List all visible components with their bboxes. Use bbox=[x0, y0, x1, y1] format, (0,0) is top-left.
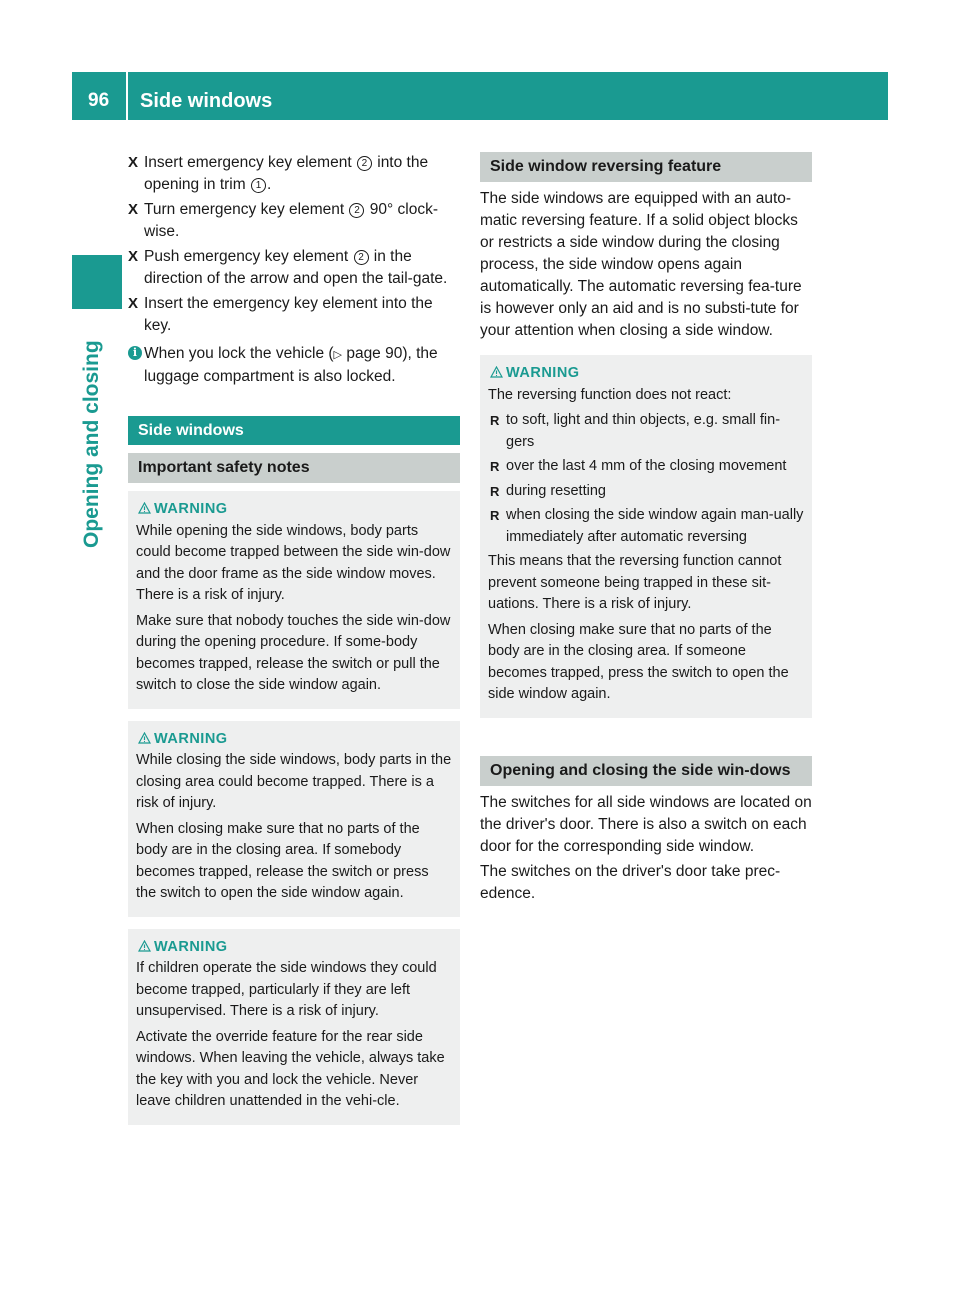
warning-text: While opening the side windows, body parts could become trapped between the side win-dow and the door frame as the side window moves. There is a risk of injury. bbox=[136, 522, 451, 603]
section-title: Side window reversing feature bbox=[480, 152, 812, 182]
info-note: i When you lock the vehicle (▷ page 90), the luggage compartment is also locked. bbox=[128, 343, 460, 388]
warning-heading: WARNING bbox=[136, 729, 452, 751]
warning-triangle-icon bbox=[138, 940, 151, 952]
warning-text: While closing the side windows, body parts in the closing area could become trapped. There is a risk of injury. bbox=[136, 752, 452, 811]
warning-text: When closing make sure that no parts of the body are in the closing area. If somebody becomes trapped, release the switch or press the switch to open the side window again. bbox=[136, 820, 429, 901]
header-title: Side windows bbox=[140, 90, 273, 112]
warning-text: Activate the override feature for the rear side windows. When leaving the vehicle, always take the key with you and lock the vehicle. Never leave children unattended in the vehi-cle. bbox=[136, 1028, 445, 1109]
section-title: Opening and closing the side win-dows bbox=[480, 756, 812, 786]
warning-text: When closing make sure that no parts of the body are in the closing area. If someone becomes trapped, press the switch to open the side window again. bbox=[488, 621, 789, 702]
warning-box bbox=[128, 929, 460, 1125]
list-item: R to soft, light and thin objects, e.g. small fin-gers bbox=[490, 412, 781, 450]
bullet-icon: R bbox=[490, 459, 500, 474]
info-icon: i bbox=[128, 346, 142, 360]
warning-text: If children operate the side windows they could become trapped, particularly if they are left unsupervised. There is a risk of injury. bbox=[136, 960, 437, 1019]
instruction-step: X Insert emergency key element 2 into the opening in trim 1 . bbox=[128, 154, 429, 193]
warning-heading: WARNING bbox=[136, 499, 452, 521]
warning-box bbox=[128, 721, 460, 917]
instruction-step: X Insert the emergency key element into the key. bbox=[128, 295, 433, 334]
chapter-label: Opening and closing bbox=[80, 340, 103, 548]
warning-box bbox=[480, 355, 812, 718]
bullet-icon: R bbox=[490, 508, 500, 523]
warning-box bbox=[128, 491, 460, 709]
callout-2-icon: 2 bbox=[349, 203, 364, 218]
warning-triangle-icon bbox=[138, 502, 151, 514]
bullet-icon: R bbox=[490, 413, 500, 428]
instruction-step: X Turn emergency key element 2 90° clock-wise. bbox=[128, 201, 438, 240]
warning-triangle-icon bbox=[490, 366, 503, 378]
warning-heading: WARNING bbox=[488, 363, 804, 385]
page-ref-arrow-icon: ▷ bbox=[333, 349, 343, 361]
page-number: 96 bbox=[88, 90, 110, 111]
list-item: R during resetting bbox=[488, 481, 804, 503]
callout-1-icon: 1 bbox=[251, 178, 266, 193]
left-column bbox=[128, 152, 460, 1125]
chapter-tab bbox=[72, 255, 122, 309]
header-divider bbox=[126, 72, 128, 120]
list-item: R when closing the side window again man-ually immediately after automatic reversing bbox=[490, 507, 804, 545]
warning-text: This means that the reversing function cannot prevent someone being trapped in these sit-uations. There is a risk of injury. bbox=[488, 553, 782, 612]
warning-heading: WARNING bbox=[136, 937, 452, 959]
right-column bbox=[480, 152, 812, 908]
instruction-step: X Push emergency key element 2 in the direction of the arrow and open the tail-gate. bbox=[128, 248, 448, 287]
warning-triangle-icon bbox=[138, 732, 151, 744]
body-paragraph: The switches for all side windows are located on the driver's door. There is also a switch on each door for the corresponding side window. bbox=[480, 793, 812, 855]
callout-2-icon: 2 bbox=[357, 156, 372, 171]
step-marker-icon: X bbox=[128, 295, 139, 312]
warning-text: The reversing function does not react: bbox=[488, 386, 732, 403]
warning-text: Make sure that nobody touches the side win-dow during the opening procedure. If some-body becomes trapped, release the switch or pull the switch to close the side window again. bbox=[136, 612, 451, 693]
step-marker-icon: X bbox=[128, 248, 139, 265]
body-paragraph: The switches on the driver's door take prec-edence. bbox=[480, 862, 781, 902]
callout-2-icon: 2 bbox=[354, 250, 369, 265]
list-item: R over the last 4 mm of the closing movement bbox=[488, 456, 804, 478]
page-header bbox=[72, 72, 888, 120]
step-marker-icon: X bbox=[128, 154, 139, 171]
bullet-icon: R bbox=[490, 483, 500, 499]
body-paragraph: The side windows are equipped with an auto-matic reversing feature. If a solid object blocks or restricts a side window during the closing process, the side window opens again automatically. The automatic reversing fea-ture is however only an aid and is no substi-tute for your attention when closing a side window. bbox=[480, 190, 802, 339]
section-title: Side windows bbox=[128, 416, 460, 445]
subsection-title: Important safety notes bbox=[128, 453, 460, 483]
step-marker-icon: X bbox=[128, 201, 139, 218]
